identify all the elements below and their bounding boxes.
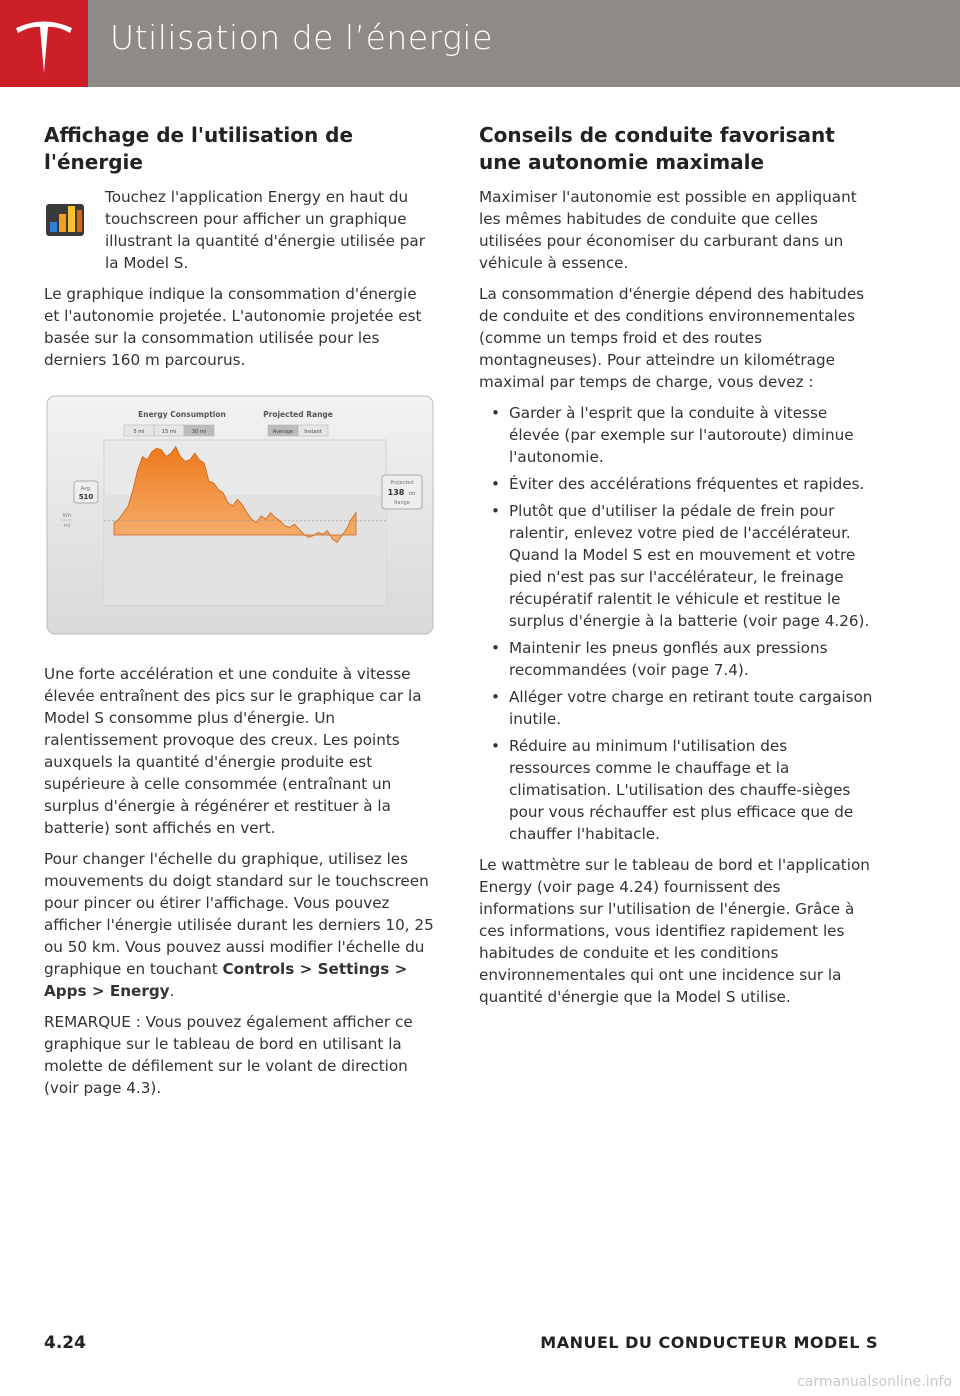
projected-value: 138 (387, 488, 405, 497)
projected-label: Projected (390, 480, 414, 486)
tesla-t-icon (0, 0, 88, 87)
right-paragraph-2: La consommation d'énergie dépend des habitudes de conduite et des conditions environnementales (comme un temps froid et des routes montagneuses). Pour atteindre un kilométrage maximal par temps de charge, vous devez : (479, 285, 865, 391)
list-item: • Garder à l'esprit que la conduite à vitesse élevée (par exemple sur l'autoroute) diminue l'autonomie. (491, 402, 873, 468)
note-paragraph: REMARQUE : Vous pouvez également afficher ce graphique sur le tableau de bord en utilisant la molette de défilement sur le volant de direction (voir page 4.3). (44, 1013, 413, 1097)
distance-tab-label: 30 mi (191, 429, 207, 435)
left-heading: Affichage de l'utilisation de l'énergie (44, 123, 354, 174)
list-item: • Alléger votre charge en retirant toute cargaison inutile. (491, 686, 873, 730)
right-paragraph-1: Maximiser l'autonomie est possible en appliquant les mêmes habitudes de conduite que celles utilisées pour économiser du carburant dans un véhicule à essence. (479, 188, 857, 272)
chart-title-range: Projected Range (263, 410, 333, 419)
energy-chart (46, 395, 434, 635)
list-item: • Éviter des accélérations fréquentes et rapides. (491, 473, 873, 495)
left-paragraph-1: Le graphique indique la consommation d'énergie et l'autonomie projetée. L'autonomie projetée est basée sur la consommation utilisée pour les derniers 160 m parcourus. (44, 285, 422, 369)
page-title: Utilisation de l’énergie (110, 18, 493, 57)
range-label: Range (394, 500, 410, 506)
manual-title: MANUEL DU CONDUCTEUR MODEL S (540, 1333, 878, 1352)
projected-badge (382, 475, 422, 509)
period: . (169, 982, 175, 1000)
range-tab-label: Instant (304, 429, 322, 435)
right-paragraph-3: Le wattmètre sur le tableau de bord et l'application Energy (voir page 4.24) fournissent des informations sur l'utilisation de l'énergie. Grâce à ces informations, vous identifiez rapidement les habitudes de conduite et les conditions environnementales qui ont une incidence sur la quantité d'énergie que la Model S utilise. (479, 856, 870, 1006)
avg-label: Avg. (80, 486, 92, 492)
scale-instructions: Pour changer l'échelle du graphique, utilisez les mouvements du doigt standard sur le touchscreen pour pincer ou étirer l'affichage. Vous pouvez afficher l'énergie utilisée durant les derniers 10, 25 ou 50 km. Vous pouvez aussi modifier l'échelle du graphique en touchant (44, 850, 434, 978)
unit-wh: Wh (62, 513, 72, 519)
distance-tab-label: 5 mi (133, 429, 145, 435)
avg-badge (74, 481, 98, 503)
left-paragraph-2: Une forte accélération et une conduite à vitesse élevée entraînent des pics sur le graphique car la Model S consomme plus d'énergie. Un ralentissement provoque des creux. Les points auxquels la quantité d'énergie produite est supérieure à celle consommée (entraînant un surplus d'énergie à régénérer et restituer à la batterie) sont affichés en vert. (44, 665, 422, 837)
unit-mi: mi (63, 523, 71, 529)
avg-value: 510 (78, 493, 94, 501)
energy-app-icon (44, 196, 86, 240)
page-number: 4.24 (44, 1333, 86, 1353)
energy-chart-svg (46, 395, 434, 635)
intro-block (44, 186, 436, 274)
range-tab-label: Average (272, 429, 294, 435)
intro-text: Touchez l'application Energy en haut du touchscreen pour afficher un graphique illustrant la quantité d'énergie utilisée par la Model S. (105, 188, 425, 272)
watermark: carmanualsonline.info (797, 1374, 952, 1390)
list-item: • Plutôt que d'utiliser la pédale de frein pour ralentir, enlevez votre pied de l'accélérateur. Quand la Model S est en mouvement et votre pied n'est pas sur l'accélérateur, le freinage récupératif ralentit le véhicule et restitue le surplus d'énergie à la batterie (voir page 4.26). (491, 500, 873, 632)
chart-title-consumption: Energy Consumption (138, 410, 226, 419)
left-column (44, 122, 436, 1108)
projected-unit: mi (408, 491, 416, 497)
right-heading: Conseils de conduite favorisant une autonomie maximale (479, 123, 835, 174)
tesla-logo (0, 0, 88, 87)
list-item: • Maintenir les pneus gonflés aux pressions recommandées (voir page 7.4). (491, 637, 873, 681)
left-paragraph-3 (44, 848, 436, 1002)
right-column (479, 122, 873, 1017)
distance-tab-label: 15 mi (161, 429, 177, 435)
tips-list (479, 402, 873, 845)
header-bar (0, 0, 960, 87)
controls-path: Controls > Settings > Apps > Energy (44, 960, 408, 1000)
list-item: • Réduire au minimum l'utilisation des ressources comme le chauffage et la climatisation. L'utilisation des chauffe-sièges pour vous réchauffer est plus efficace que de chauffer l'habitacle. (491, 735, 873, 845)
